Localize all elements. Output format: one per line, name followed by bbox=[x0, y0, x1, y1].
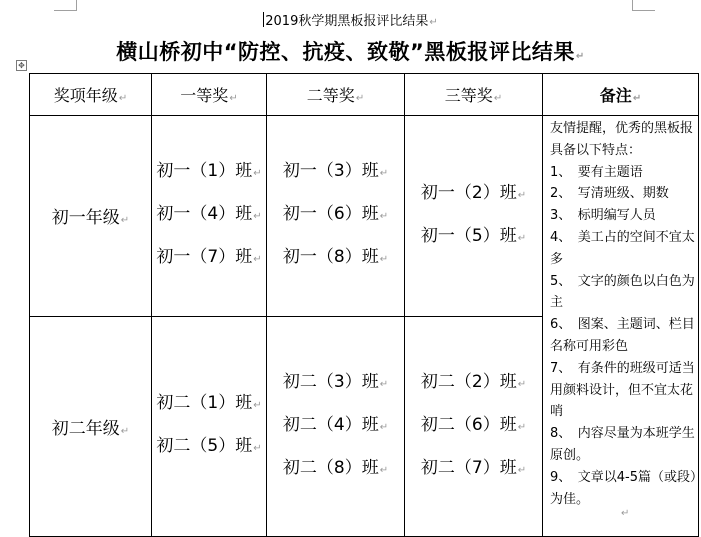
page-header bbox=[0, 10, 701, 29]
paragraph-mark-icon: ↵ bbox=[493, 93, 503, 104]
class-entry: 初二（7）班↵ bbox=[420, 457, 527, 478]
paragraph-mark-icon: ↵ bbox=[379, 464, 389, 476]
second-prize-cell[interactable] bbox=[267, 316, 405, 536]
class-entry: 初二（3）班↵ bbox=[282, 371, 389, 392]
paragraph-mark-icon: ↵ bbox=[429, 17, 438, 28]
remarks-intro: 友情提醒，优秀的黑板报具备以下特点： bbox=[550, 121, 694, 158]
class-entry: 初一（8）班↵ bbox=[282, 247, 389, 268]
paragraph-mark-icon: ↵ bbox=[517, 464, 527, 476]
paragraph-mark-icon: ↵ bbox=[253, 211, 262, 223]
paragraph-mark-icon: ↵ bbox=[575, 51, 585, 62]
remarks-item: 5、 文字的颜色以白色为主 bbox=[550, 273, 695, 311]
class-entry: 初一（5）班↵ bbox=[420, 225, 527, 246]
class-entry: 初一（4）班↵ bbox=[156, 204, 262, 225]
first-prize-cell[interactable] bbox=[152, 116, 267, 317]
remarks-item: 9、 文章以4-5篇（或段）为佳。 bbox=[550, 469, 697, 507]
remarks-item: 6、 图案、主题词、栏目名称可用彩色 bbox=[550, 317, 695, 354]
paragraph-mark-icon: ↵ bbox=[253, 254, 262, 266]
third-prize-cell[interactable] bbox=[405, 316, 543, 536]
header-text[interactable]: 2019秋学期黑板报评比结果 bbox=[265, 14, 429, 29]
class-entry: 初二（6）班↵ bbox=[420, 414, 527, 435]
paragraph-mark-icon: ↵ bbox=[355, 93, 365, 104]
paragraph-mark-icon: ↵ bbox=[517, 421, 527, 433]
remarks-item: 3、 标明编写人员 bbox=[550, 208, 656, 224]
class-entry: 初一（6）班↵ bbox=[282, 204, 389, 225]
paragraph-mark-icon: ↵ bbox=[253, 168, 262, 180]
remarks-item: 7、 有条件的班级可适当用颜料设计，但不宜太花哨 bbox=[550, 360, 695, 420]
class-entry: 初一（3）班↵ bbox=[282, 161, 389, 182]
remarks-item: 1、 要有主题语 bbox=[550, 164, 643, 180]
class-entry: 初二（8）班↵ bbox=[282, 457, 389, 478]
paragraph-mark-icon: ↵ bbox=[118, 93, 128, 104]
document-title[interactable] bbox=[0, 36, 701, 66]
remarks-item: 2、 写清班级、期数 bbox=[550, 186, 669, 202]
paragraph-mark-icon: ↵ bbox=[120, 425, 130, 437]
paragraph-mark-icon: ↵ bbox=[379, 378, 389, 390]
class-entry: 初二（4）班↵ bbox=[282, 414, 389, 435]
paragraph-mark-icon: ↵ bbox=[517, 378, 527, 390]
document-title-text: 横山桥初中“防控、抗疫、致敬”黑板报评比结果 bbox=[116, 40, 575, 64]
header-cell-first-prize[interactable]: 一等奖↵ bbox=[152, 74, 267, 116]
header-cell-remarks[interactable]: 备注↵ bbox=[543, 74, 699, 116]
paragraph-mark-icon: ↵ bbox=[517, 232, 527, 244]
class-entry: 初一（7）班↵ bbox=[156, 247, 262, 268]
header-cell-second-prize[interactable]: 二等奖↵ bbox=[267, 74, 405, 116]
table-header-row bbox=[30, 74, 699, 116]
remarks-cell[interactable] bbox=[543, 116, 699, 537]
paragraph-mark-icon: ↵ bbox=[379, 211, 389, 223]
class-entry: 初二（1）班↵ bbox=[156, 393, 262, 414]
table-move-handle-icon[interactable]: ✥ bbox=[16, 60, 27, 71]
remarks-item: 8、 内容尽量为本班学生原创。 bbox=[550, 426, 695, 463]
paragraph-mark-icon: ↵ bbox=[253, 400, 262, 412]
header-cell-grade[interactable]: 奖项年级↵ bbox=[30, 74, 152, 116]
class-entry: 初二（2）班↵ bbox=[420, 371, 527, 392]
remarks-list bbox=[550, 162, 698, 511]
paragraph-mark-icon: ↵ bbox=[517, 189, 527, 201]
paragraph-mark-icon: ↵ bbox=[120, 215, 130, 227]
paragraph-mark-icon: ↵ bbox=[229, 93, 238, 104]
paragraph-mark-icon: ↵ bbox=[379, 421, 389, 433]
third-prize-cell[interactable] bbox=[405, 116, 543, 317]
results-table bbox=[29, 73, 699, 537]
table-row bbox=[30, 116, 699, 317]
paragraph-mark-icon: ↵ bbox=[253, 443, 262, 455]
class-entry: 初二（5）班↵ bbox=[156, 436, 262, 457]
grade-cell[interactable]: 初二年级↵ bbox=[30, 316, 152, 536]
paragraph-mark-icon: ↵ bbox=[379, 254, 389, 266]
remarks-item: 4、 美工占的空间不宜太多 bbox=[550, 229, 695, 267]
class-entry: 初一（1）班↵ bbox=[156, 161, 262, 182]
first-prize-cell[interactable] bbox=[152, 316, 267, 536]
paragraph-mark-icon: ↵ bbox=[621, 508, 630, 519]
second-prize-cell[interactable] bbox=[267, 116, 405, 317]
class-entry: 初一（2）班↵ bbox=[420, 182, 527, 203]
paragraph-mark-icon: ↵ bbox=[379, 168, 389, 180]
paragraph-mark-icon: ↵ bbox=[632, 93, 642, 104]
header-cell-third-prize[interactable]: 三等奖↵ bbox=[405, 74, 543, 116]
grade-cell[interactable]: 初一年级↵ bbox=[30, 116, 152, 317]
